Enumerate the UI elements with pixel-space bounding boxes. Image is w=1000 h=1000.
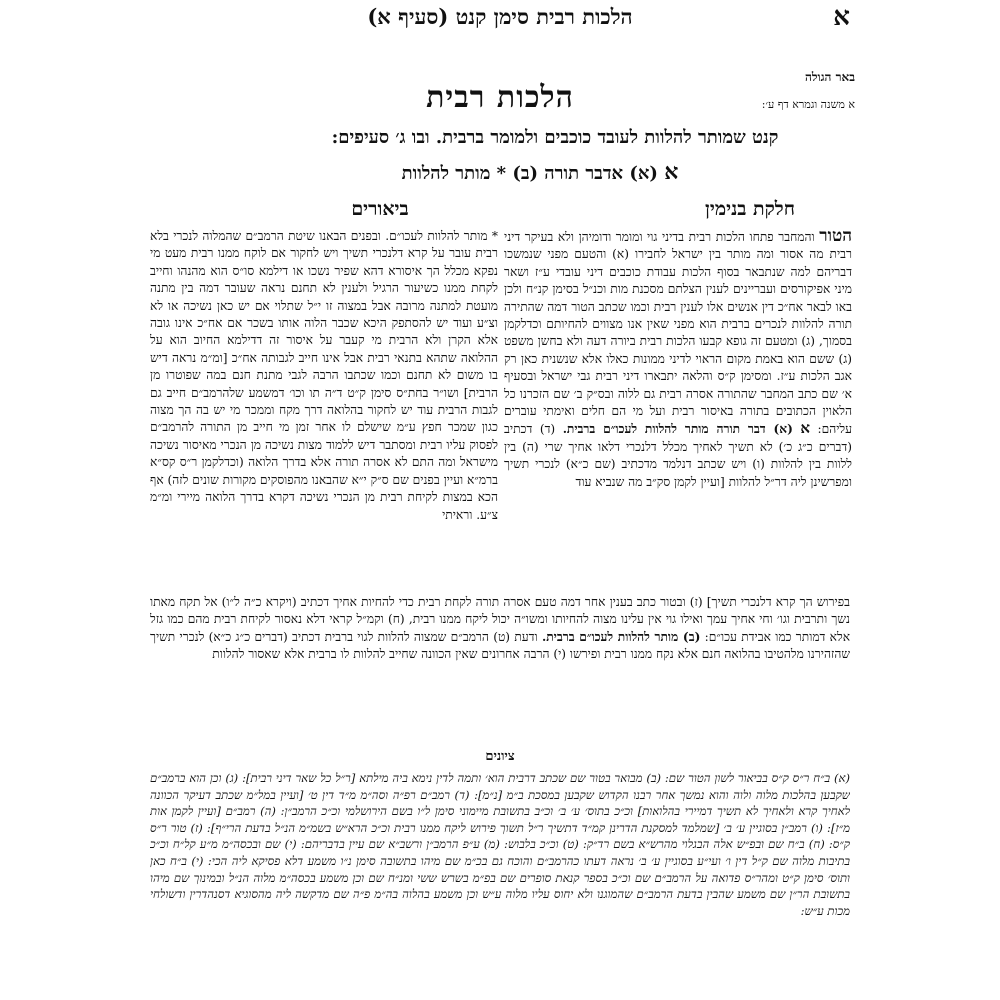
seif-letter: א — [664, 159, 679, 185]
chelkat-binyamin-title: חלקת בנימין — [705, 198, 795, 220]
seif-text: (א) אדבר תורה (ב) * מותר להלוות — [401, 163, 658, 184]
dibur-hamatchil: (א) דבר תורה מותר להלוות לעכו״ם ברבית. — [562, 422, 793, 437]
chelkat-binyamin-tail: (ד) דכתיב (דברים כ״ג כ׳) לא תשיך לאחיך מכלל דלנכרי דלאו אחיך שרי (ה) בין ללוות בין להלוות (ו) ויש שכתב דנלמד מדכתיב (שם כ״א) לנכרי תשיך ומפרשינן ליה דר״ל להלוות [ועיין לקמן סק״ב מה שנביא עוד — [504, 422, 852, 489]
biurim-title: ביאורים — [351, 198, 409, 220]
main-title: הלכות רבית — [426, 80, 574, 115]
ziyunim-notes: (א) ב״ח ר״ס ק״ס בביאור לשון הטור שם: (ב) מבואר בטור שם שכתב דרבית הוא׳ ותמה לדין נימא ביה מילתא [ר״ל כל שאר דיני רבית]: (ג) וכן הוא ברמב״ם שקבען בהלכות מלוה ולוה והוא נמשך אחר רבנו הקדוש שקבען במסכת ב״מ [נ״מ]: (ד) רמב״ם רפ״ה וסה״מ מ״ד דין ט׳ [ועיין במל״מ שכתב דעיקר הכוונה לאחיך קרא ולאחיך לא תשיך דמיירי בהלואות] וכ״כ בתוס׳ ע׳ ב׳ וכ״ב בתשובת מיימוני סימן ל״ו בשם הירושלמי וכ״כ הרמב״ן: (ה) רמב״ם [ועיין לקמן אות מ״ז]: (ו) רמב״ן בסוגיין ע׳ ב׳ [שמלמד למסקנת הדרינן קמ״ד דתשיך ר״ל תשוך פירוש ליקח ממנו רבית וכ״כ הרא״ש בשמ״מ הנ״ל בדעת הרי״ף]: (ז) טור ר״ס ק״ס: (ח) ב״ח שם ובפ״ש אלה הבגלוי מהרש״א בשם רד״ק: (ט) וכ״כ בלבוש: (מ) ע״פ הרמב״ן ורשב״א שם עיין בדבריהם: (י) שם ובכסה״מ מ״ע קל״ח וכ״כ בתיבות מלוה שם ק״ל דין ו׳ ועי״ע בסוגיין ע׳ ב׳ נראה דעתו כהרמב״ם והוכח גם בכ״מ שם מיהו בתשובה סימן נ״ו משמע דלא פסיקא ליה הכי: (י) ב״ח כאן ותוס׳ סימן ק״ט ומהר״ס פדואה על הרמב״ם שם וכ״כ בספר קנאת סופרים שם בפ״מ בשרש ששי ומנ״ח שם וכן משמע בכסה״מ מלוה הנ״ל ובמינוך שם מיהו בתשובת הר״ן שם משמע שהבין בדעת הרמב״ם שהמוגנו ולא יחוס עליו מלוה ע״ש וכן משמע בהלוה בה״מ פ״ה שם מדקשה ליה מהסוגיא דסנהדרין ודשולחי מכות ע״ש: — [150, 771, 850, 918]
biurim-text: * מותר להלוות לעכו״ם. ובפנים הבאנו שיטת הרמב״ם שהמלוה לנכרי בלא רבית עובר על קרא דלנכרי תשיך ויש לחקור אם לוקח ממנו רבית מעט מי נפקא מכלל הך איסורא דהא שפיר נשכו או דילמא סו״ס הוא מהנהו וחייב לקחת ממנו כשיעור הרגיל ולענין לא תחנם נראה שעובר דמה בין מתנה מועטת למתנה מרובה אבל במצוה זו י״ל שתלוי אם יש כאן נשיכה או לא וצ״ע ועוד יש להסתפק היכא שכבר הלוה אותו בשכר אם אח״כ אינו גובה אלא הקרן ולא הרבית מי קעבר על איסור זה דדילמא החיוב הוא על ההלואה שתהא בתנאי רבית אבל אינו חייב לגבותה אח״כ [ומ״מ נראה דיש בו משום לא תחנם וכמו שכתבו הרבה לגבי מתנת חנם במה שפוטרו מן הרבית] ושו״ר בחת״ס סימן ק״ט ד״ה תו וכו׳ דמשמע שלהרמב״ם חייב גם לגבות הרבית עוד יש לחקור בהלואה דרך מקח וממכר מי יש בה הך מצוה כגון שמכר חפץ ע״מ שישלם לו אחר זמן מי חייב מן התורה להרמב״ם לפסוק עליו רבית ומסתבר דיש ללמוד מצות נשיכה מן הנכרי מאיסור נשיכה מישראל ומה התם לא אסרה תורה אלא בדרך הלואה (וכדלקמן ר״ס קס״א ברמ״א ועיין בפנים שם ס״ק י״א שהבאנו מהפוסקים מקורות שונים לזה) אף הכא במצות לקיחת רבית מן הנכרי נשיכה דקרא בדרך הלואה מיירי ומ״מ צ״ע. וראיתי — [150, 229, 498, 522]
lead-word: הטור — [819, 228, 852, 246]
continuation-block — [150, 594, 850, 724]
beer-hagolah-title: באר הגולה — [804, 70, 855, 84]
continuation-text-a: בפירוש הך קרא דלנכרי תשיך] (ז) ובטור כתב בענין אחר דמה טעם אסרה תורה לקחת רבית כדי להחיות אחיך דכתיב (ויקרא כ״ה ל״ו) אל תקח מאתו נשך ותרבית וגו׳ וחי אחיך עמך ואילו גוי אין עלינו מצוה להחיותו ומשו״ה יכול ליקח ממנו רבית, (ח) וקמ״ל קראי דלא נאסור לקיחת רבית מהם כמו גזל אלא דמותר כמו אבידת עכו״ם: — [150, 595, 850, 644]
chelkat-binyamin-text: והמחבר פתחו הלכות רבית בדיני גוי ומומר ודומיהן ולא בעיקר דיני רבית מה אסור ומה מותר בין ישראל לחבירו (א) והטעם מפני שנמשכו דבריהם למה שנתבאר בסוף הלכות עבודת כוכבים דיני עובדי ע״ז ושאר מיני אפיקורסים ועבריינים לענין הצלתם מסכנת מות וכנ״ל בסימן קנ״ח ולכן באו לבאר אח״כ דין אנשים אלו לענין רבית וכמו שכתב הטור דמה שהתירה תורה להלוות לנכרים ברבית הוא מפני שאין אנו מצווים להחיותם וכדלקמן בסמוך, (ג) ומטעם זה גופא קבעו הלכות רבית ביורה דעה ולא בחשן משפט (ג) ששם הוא באמת מקום הראוי לדיני ממונות כאלו אלא שנשנית כאן רק אגב הלכות ע״ז. ומסימן ק״ס והלאה יתבארו דיני רבית גבי ישראל ובסעיף א׳ שם כתב המחבר שהתורה אסרה רבית גם ללוה ובס״ק ב׳ שם הזכרנו כל הלאוין הכתובים בתורה באיסור רבית ועל מי הם חלים ואימתי עוברים עליהם: — [504, 230, 852, 437]
dibur-hamatchil-b: (ב) מותר להלוות לעכו״ם ברבית. — [541, 629, 701, 644]
biurim-column — [150, 228, 498, 593]
beer-hagolah-note-a: א משנה וגמרא דף ע׳: — [761, 98, 855, 111]
ziyunim-title: ציונים — [485, 749, 515, 764]
seif-heading — [330, 159, 750, 185]
continuation-text-b: ודעת (ט) הרמב״ם שמצוה להלוות לגוי ברבית דכתיב (דברים כ״ג כ״א) לנכרי תשיך שהזהירנו מלהטיבו בהלואה חנם אלא נקח ממנו רבית ופירשו (י) הרבה אחרונים שאין הכוונה שחייב להלוות לו ברבית אלא שאסור להלוות — [150, 629, 850, 662]
running-header: הלכות רבית סימן קנט (סעיף א) — [367, 4, 633, 29]
siman-heading: קנט שמותר להלוות לעובד כוכבים ולמומר ברבית. ובו ג׳ סעיפים: — [331, 127, 779, 148]
page-number-letter: א — [833, 2, 850, 32]
dibur-letter: א — [800, 419, 810, 438]
chelkat-binyamin-column — [504, 228, 852, 593]
